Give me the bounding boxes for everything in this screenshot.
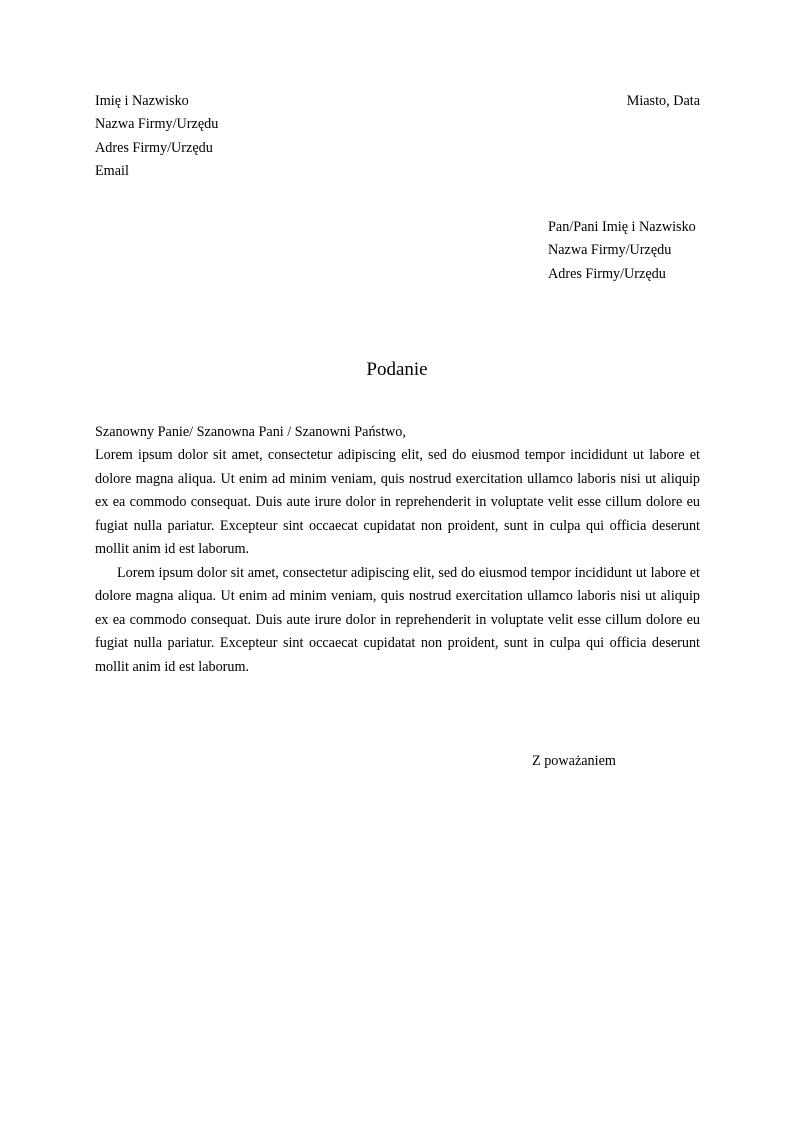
salutation-line: Szanowny Panie/ Szanowna Pani / Szanowni Państwo, (95, 424, 406, 440)
sender-name-line: Imię i Nazwisko (95, 93, 189, 109)
sender-email-line: Email (95, 163, 129, 180)
closing-line: Z poważaniem (532, 753, 616, 769)
letter-title: Podanie (366, 359, 428, 380)
sender-block (95, 90, 218, 184)
recipient-address-line: Adres Firmy/Urzędu (548, 265, 666, 282)
letter-body (95, 421, 700, 679)
sender-address-line: Adres Firmy/Urzędu (95, 139, 213, 156)
recipient-block (548, 216, 696, 286)
body-paragraph-1: Lorem ipsum dolor sit amet, consectetur adipiscing elit, sed do eiusmod tempor incididunt ut labore et dolore magna aliqua. Ut enim ad minim veniam, quis nostrud exercitation ullamco laboris nisi ut aliquip ex ea commodo consequat. Duis aute irure dolor in reprehenderit in voluptate velit esse cillum dolore eu fugiat nulla pariatur. Excepteur sint occaecat cupidatat non proident, sunt in culpa qui officia deserunt mollit anim id est laborum. (95, 447, 700, 558)
city-date-line: Miasto, Data (626, 93, 700, 109)
body-paragraph-2: Lorem ipsum dolor sit amet, consectetur adipiscing elit, sed do eiusmod tempor incididunt ut labore et dolore magna aliqua. Ut enim ad minim veniam, quis nostrud exercitation ullamco laboris nisi ut aliquip ex ea commodo consequat. Duis aute irure dolor in reprehenderit in voluptate velit esse cillum dolore eu fugiat nulla pariatur. Excepteur sint occaecat cupidatat non proident, sunt in culpa qui officia deserunt mollit anim id est laborum. (95, 564, 700, 675)
recipient-name-line: Pan/Pani Imię i Nazwisko (548, 219, 696, 235)
sender-company-line: Nazwa Firmy/Urzędu (95, 116, 219, 133)
recipient-company-line: Nazwa Firmy/Urzędu (548, 242, 672, 259)
